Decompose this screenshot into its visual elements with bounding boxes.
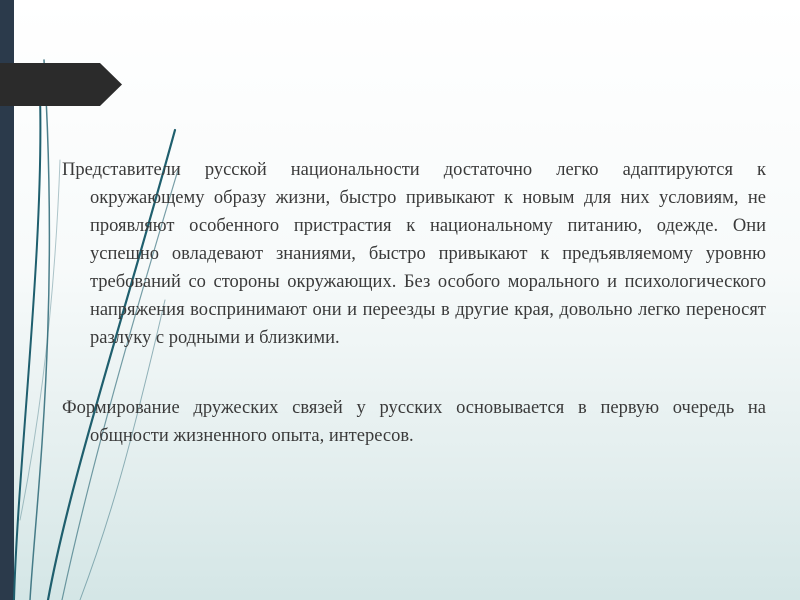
paragraph-friendship: Формирование дружеских связей у русских основывается в первую очередь на общности жизненного опыта, интересов. xyxy=(62,398,766,446)
paragraph-adaptation: Представители русской национальности достаточно легко адаптируются к окружающему образу жизни, быстро привыкают к новым для них условиям, не проявляют особенного пристрастия к национальному питанию, одежде. Они успешно овладевают знаниями, быстро привыкают к предъявляемому уровню требований со стороны окружающих. Без особого морального и психологического напряжения воспринимают они и переезды в другие края, довольно легко переносят разлуку с родными и близкими. xyxy=(62,160,766,348)
title-tab-shape xyxy=(0,63,122,106)
slide-content xyxy=(62,156,766,450)
